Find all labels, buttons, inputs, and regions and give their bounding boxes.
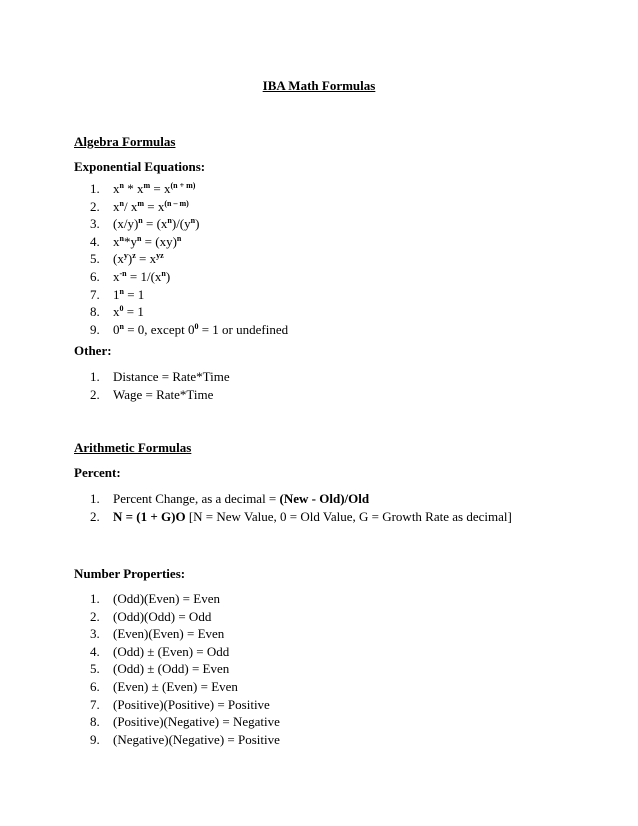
arithmetic-heading: Arithmetic Formulas — [74, 440, 192, 455]
list-item: 2. $x^n/$ $x^m = x^{(n - m)}$ — [90, 198, 189, 214]
list-item: 9. (Negative)(Negative) = Positive — [90, 731, 280, 747]
list-item: 2. Wage = Rate*Time — [90, 386, 214, 402]
number-properties-heading: Number Properties: — [74, 566, 186, 581]
other-heading: Other: — [74, 343, 112, 358]
list-item: 3. (Even)(Even) = Even — [90, 626, 225, 642]
algebra-heading: Algebra Formulas — [74, 134, 176, 149]
percent-list — [74, 490, 594, 525]
list-item: 8. $x^0 = 1$ — [90, 304, 144, 320]
list-item: 1. Percent Change, as a decimal = (New - Old)/Old — [90, 491, 370, 506]
list-item: 1. $x^n * x^m = x^{(n + m)}$ — [90, 181, 196, 196]
list-item: 6. (Even) ± (Even) = Even — [90, 678, 238, 694]
list-item: 5. (Odd) ± (Odd) = Even — [90, 661, 230, 677]
list-item: 5. $(x^y)^z = x^{yz}$ — [90, 251, 164, 267]
list-item: 6. $x^{-n} = 1/(x^n)$ — [90, 268, 171, 284]
list-item: 2. N = (1 + G)O [N = New Value, 0 = Old Value, G = Growth Rate as decimal] — [90, 508, 512, 524]
number-properties-list — [74, 590, 594, 748]
exponential-list — [74, 180, 594, 338]
list-item: 1. (Odd)(Even) = Even — [90, 591, 220, 606]
other-list — [74, 368, 594, 403]
list-item: 9. $0^n = 0$, except $0^0 = 1$ or undefined — [90, 321, 289, 337]
exponential-heading: Exponential Equations: — [74, 159, 206, 174]
list-item: 2. (Odd)(Odd) = Odd — [90, 608, 212, 624]
list-item: 4. (Odd) ± (Even) = Odd — [90, 643, 230, 659]
list-item: 4. $x^n*y^n = (xy)^n$ — [90, 233, 182, 249]
list-item: 8. (Positive)(Negative) = Negative — [90, 714, 280, 730]
list-item: 1. Distance = Rate*Time — [90, 369, 230, 384]
list-item: 7. (Positive)(Positive) = Positive — [90, 696, 270, 712]
list-item: 7. $1^n = 1$ — [90, 286, 145, 302]
percent-heading: Percent: — [74, 465, 121, 480]
document-title: IBA Math Formulas — [262, 78, 376, 93]
list-item: 3. $(x/y)^n = (x^n)/(y^n)$ — [90, 216, 200, 232]
